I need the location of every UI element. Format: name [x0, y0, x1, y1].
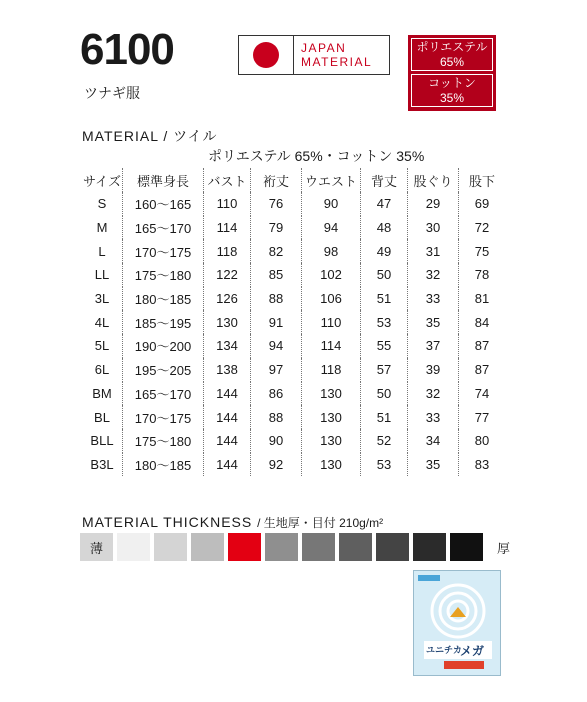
measure-cell: 53 [361, 453, 408, 477]
material-heading: MATERIAL / ツイル [82, 128, 218, 144]
thickness-swatch [376, 533, 409, 561]
measure-cell: 51 [361, 287, 408, 311]
measure-cell: 114 [204, 216, 251, 240]
size-cell: LL [94, 267, 110, 283]
measure-cell: 130 [302, 405, 361, 429]
measure-cell: 144 [204, 453, 251, 477]
size-table [82, 168, 505, 476]
measure-cell: 94 [251, 334, 302, 358]
japan-material-badge [238, 35, 390, 75]
measure-cell: 52 [361, 429, 408, 453]
measure-cell: 75 [459, 239, 506, 263]
product-type: ツナギ服 [84, 85, 140, 101]
measure-cell: 47 [361, 192, 408, 216]
measure-cell: 165〜170 [123, 382, 204, 406]
size-cell: B3L [90, 456, 114, 472]
measure-cell: 86 [251, 382, 302, 406]
measure-cell: 130 [302, 382, 361, 406]
table-row [82, 453, 505, 477]
thickness-swatch [191, 533, 224, 561]
thickness-swatch [117, 533, 150, 561]
table-row [82, 216, 505, 240]
measure-cell: 90 [251, 429, 302, 453]
measure-cell: 130 [302, 453, 361, 477]
size-cell: 3L [94, 291, 110, 307]
size-cell: BL [94, 409, 110, 425]
thickness-swatch [154, 533, 187, 561]
table-row [82, 382, 505, 406]
size-cell: 6L [94, 362, 110, 378]
size-cell: BM [92, 385, 112, 401]
measure-cell: 33 [408, 287, 459, 311]
measure-cell: 110 [204, 192, 251, 216]
measure-cell: 170〜175 [123, 405, 204, 429]
measure-cell: 50 [361, 263, 408, 287]
measure-cell: 97 [251, 358, 302, 382]
measure-cell: 92 [251, 453, 302, 477]
material-composition: ポリエステル 65%・コットン 35% [208, 148, 425, 164]
measure-cell: 35 [408, 310, 459, 334]
thickness-swatch-selected [265, 533, 298, 561]
thickness-swatch [302, 533, 335, 561]
table-row [82, 263, 505, 287]
measure-cell: 78 [459, 263, 506, 287]
table-row [82, 192, 505, 216]
measure-cell: 81 [459, 287, 506, 311]
table-row [82, 334, 505, 358]
measure-cell: 48 [361, 216, 408, 240]
measure-cell: 98 [302, 239, 361, 263]
measure-cell: 72 [459, 216, 506, 240]
measure-cell: 102 [302, 263, 361, 287]
measure-cell: 144 [204, 382, 251, 406]
measure-cell: 51 [361, 405, 408, 429]
measure-cell: 30 [408, 216, 459, 240]
measure-cell: 180〜185 [123, 287, 204, 311]
measure-cell: 55 [361, 334, 408, 358]
size-cell: 5L [94, 338, 110, 354]
size-cell: 4L [94, 314, 110, 330]
measure-cell: 118 [302, 358, 361, 382]
size-cell: M [96, 220, 108, 236]
measure-cell: 106 [302, 287, 361, 311]
table-row [82, 239, 505, 263]
measure-cell: 83 [459, 453, 506, 477]
measure-cell: 185〜195 [123, 310, 204, 334]
measure-cell: 118 [204, 239, 251, 263]
measure-cell: 85 [251, 263, 302, 287]
column-header: 裄丈 [251, 168, 302, 192]
measure-cell: 144 [204, 405, 251, 429]
column-header: ウエスト [302, 168, 361, 192]
measure-cell: 160〜165 [123, 192, 204, 216]
measure-cell: 130 [302, 429, 361, 453]
column-header: サイズ [83, 173, 121, 189]
measure-cell: 170〜175 [123, 239, 204, 263]
size-cell: BLL [90, 433, 114, 449]
measure-cell: 32 [408, 382, 459, 406]
measure-cell: 31 [408, 239, 459, 263]
measure-cell: 144 [204, 429, 251, 453]
measure-cell: 82 [251, 239, 302, 263]
measure-cell: 114 [302, 334, 361, 358]
measure-cell: 110 [302, 310, 361, 334]
measure-cell: 180〜185 [123, 453, 204, 477]
measure-cell: 190〜200 [123, 334, 204, 358]
column-header: 股下 [459, 168, 506, 192]
measure-cell: 57 [361, 358, 408, 382]
thickness-swatch [413, 533, 446, 561]
table-row [82, 429, 505, 453]
measure-cell: 87 [459, 334, 506, 358]
measure-cell: 37 [408, 334, 459, 358]
measure-cell: 175〜180 [123, 429, 204, 453]
column-header: バスト [204, 168, 251, 192]
size-cell: L [98, 243, 106, 259]
product-tag: ユニチカ メガ [413, 570, 501, 676]
measure-cell: 138 [204, 358, 251, 382]
thickness-swatch [228, 533, 261, 561]
measure-cell: 90 [302, 192, 361, 216]
hanger-icon [414, 571, 501, 676]
column-header: 股ぐり [408, 168, 459, 192]
measure-cell: 80 [459, 429, 506, 453]
measure-cell: 33 [408, 405, 459, 429]
table-row [82, 405, 505, 429]
thickness-swatch [339, 533, 372, 561]
table-row [82, 287, 505, 311]
measure-cell: 69 [459, 192, 506, 216]
measure-cell: 79 [251, 216, 302, 240]
measure-cell: 94 [302, 216, 361, 240]
thickness-scale [80, 533, 524, 561]
measure-cell: 87 [459, 358, 506, 382]
measure-cell: 34 [408, 429, 459, 453]
measure-cell: 39 [408, 358, 459, 382]
thin-label: 薄 [80, 533, 113, 561]
measure-cell: 165〜170 [123, 216, 204, 240]
measure-cell: 88 [251, 405, 302, 429]
thick-label: 厚 [487, 533, 520, 561]
measure-cell: 88 [251, 287, 302, 311]
measure-cell: 29 [408, 192, 459, 216]
japan-flag-icon [239, 36, 294, 74]
measure-cell: 91 [251, 310, 302, 334]
size-cell: S [97, 196, 107, 212]
measure-cell: 53 [361, 310, 408, 334]
measure-cell: 122 [204, 263, 251, 287]
measure-cell: 84 [459, 310, 506, 334]
cotton-cell: コットン 35% [411, 74, 493, 107]
measure-cell: 195〜205 [123, 358, 204, 382]
material-composition-badge [408, 35, 496, 111]
measure-cell: 134 [204, 334, 251, 358]
measure-cell: 32 [408, 263, 459, 287]
table-row [82, 310, 505, 334]
table-row [82, 358, 505, 382]
model-number: 6100 [80, 25, 174, 74]
measure-cell: 50 [361, 382, 408, 406]
measure-cell: 130 [204, 310, 251, 334]
measure-cell: 35 [408, 453, 459, 477]
measure-cell: 77 [459, 405, 506, 429]
column-header: 背丈 [361, 168, 408, 192]
measure-cell: 175〜180 [123, 263, 204, 287]
thickness-heading: MATERIAL THICKNESS / 生地厚・目付 210g/m² [82, 514, 384, 530]
measure-cell: 76 [251, 192, 302, 216]
column-header: 標準身長 [123, 168, 204, 192]
japan-material-text: JAPAN MATERIAL [301, 41, 373, 69]
thickness-swatch [450, 533, 483, 561]
polyester-cell: ポリエステル 65% [411, 38, 493, 71]
measure-cell: 74 [459, 382, 506, 406]
measure-cell: 126 [204, 287, 251, 311]
measure-cell: 49 [361, 239, 408, 263]
